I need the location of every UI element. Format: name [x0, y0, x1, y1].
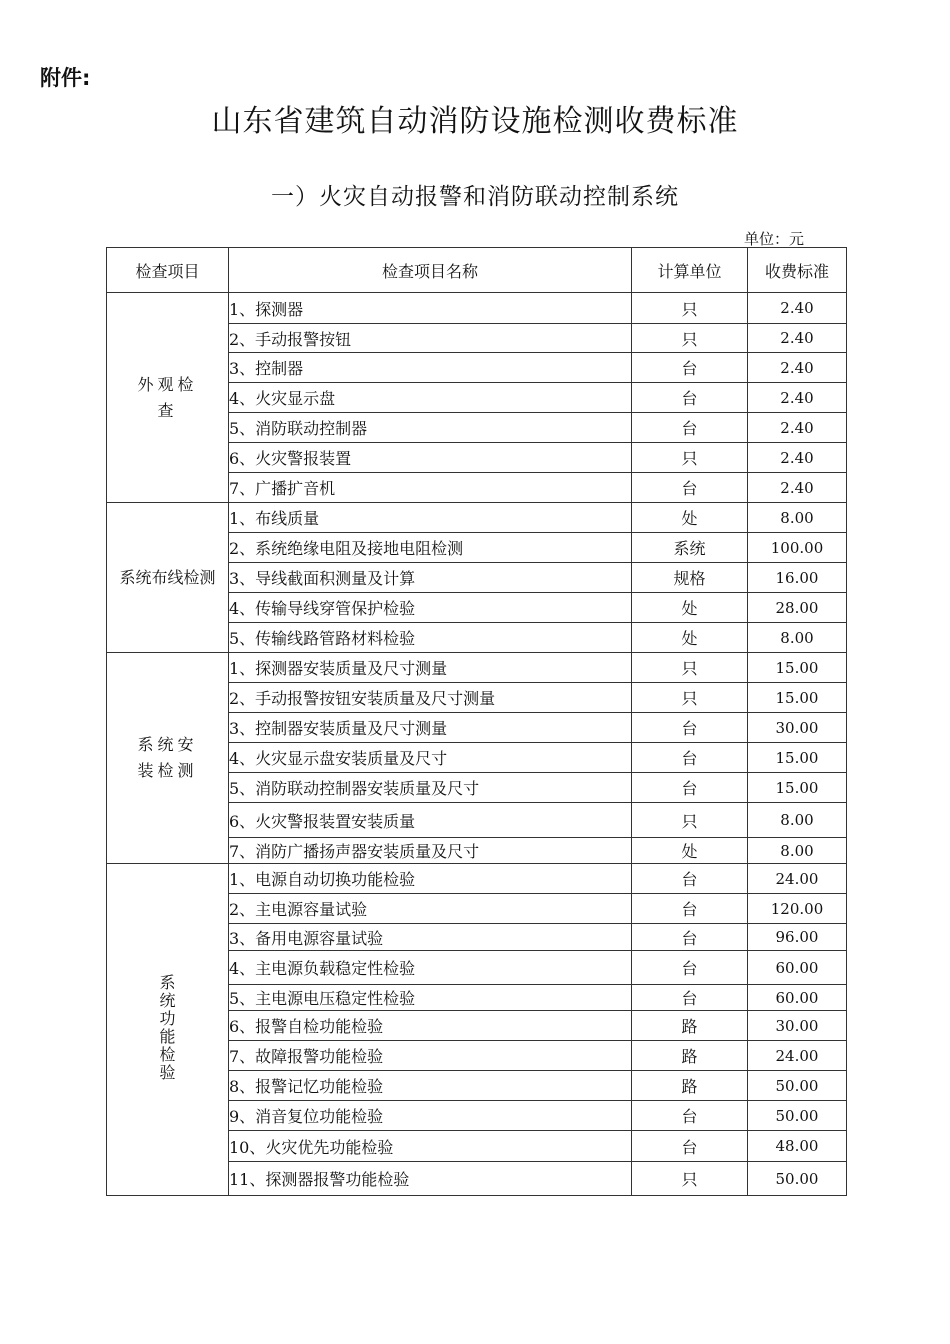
category-cell	[107, 293, 229, 503]
section-title: 一）火灾自动报警和消防联动控制系统	[271, 184, 679, 210]
fee-cell: 24.00	[748, 864, 847, 894]
item-name-cell: 7、故障报警功能检验	[229, 1041, 632, 1071]
fee-table	[106, 247, 847, 1196]
item-name-cell: 3、控制器	[229, 353, 632, 383]
unit-cell: 系统	[632, 533, 748, 563]
item-name-cell: 5、主电源电压稳定性检验	[229, 985, 632, 1011]
category-label: 系统功能检验	[159, 972, 176, 1082]
item-name-cell: 3、备用电源容量试验	[229, 924, 632, 951]
unit-cell: 台	[632, 951, 748, 985]
item-name-cell: 1、布线质量	[229, 503, 632, 533]
fee-cell: 8.00	[748, 503, 847, 533]
fee-cell: 16.00	[748, 563, 847, 593]
item-name-cell: 11、探测器报警功能检验	[229, 1162, 632, 1196]
column-header-unit: 计算单位	[632, 248, 748, 293]
item-name-cell: 2、手动报警按钮	[229, 324, 632, 353]
fee-cell: 15.00	[748, 743, 847, 773]
fee-cell: 2.40	[748, 443, 847, 473]
category-cell	[107, 864, 229, 1196]
unit-cell: 台	[632, 413, 748, 443]
item-name-cell: 9、消音复位功能检验	[229, 1101, 632, 1131]
item-name-cell: 1、探测器	[229, 293, 632, 324]
unit-note: 单位：元	[744, 230, 805, 248]
fee-cell: 28.00	[748, 593, 847, 623]
unit-cell: 只	[632, 293, 748, 324]
unit-cell: 只	[632, 324, 748, 353]
fee-table-body	[107, 293, 847, 1196]
item-name-cell: 6、火灾警报装置	[229, 443, 632, 473]
fee-cell: 2.40	[748, 324, 847, 353]
unit-cell: 台	[632, 473, 748, 503]
fee-cell: 48.00	[748, 1131, 847, 1162]
item-name-cell: 4、火灾显示盘安装质量及尺寸	[229, 743, 632, 773]
item-name-cell: 2、主电源容量试验	[229, 894, 632, 924]
category-label: 外观检查	[137, 374, 198, 420]
fee-cell: 30.00	[748, 1011, 847, 1041]
unit-cell: 路	[632, 1041, 748, 1071]
unit-cell: 只	[632, 443, 748, 473]
page-title: 山东省建筑自动消防设施检测收费标准	[211, 104, 739, 139]
unit-cell: 只	[632, 803, 748, 838]
item-name-cell: 7、广播扩音机	[229, 473, 632, 503]
unit-cell: 台	[632, 924, 748, 951]
table-row	[107, 293, 847, 324]
unit-cell: 台	[632, 713, 748, 743]
fee-cell: 120.00	[748, 894, 847, 924]
fee-cell: 60.00	[748, 985, 847, 1011]
fee-cell: 15.00	[748, 773, 847, 803]
fee-cell: 8.00	[748, 838, 847, 864]
unit-cell: 台	[632, 743, 748, 773]
item-name-cell: 10、火灾优先功能检验	[229, 1131, 632, 1162]
item-name-cell: 7、消防广播扬声器安装质量及尺寸	[229, 838, 632, 864]
item-name-cell: 5、消防联动控制器安装质量及尺寸	[229, 773, 632, 803]
fee-cell: 50.00	[748, 1071, 847, 1101]
unit-cell: 台	[632, 773, 748, 803]
unit-cell: 处	[632, 593, 748, 623]
unit-cell: 路	[632, 1011, 748, 1041]
fee-cell: 50.00	[748, 1162, 847, 1196]
fee-cell: 60.00	[748, 951, 847, 985]
item-name-cell: 3、导线截面积测量及计算	[229, 563, 632, 593]
unit-cell: 处	[632, 623, 748, 653]
item-name-cell: 4、主电源负载稳定性检验	[229, 951, 632, 985]
table-row	[107, 653, 847, 683]
unit-cell: 台	[632, 894, 748, 924]
item-name-cell: 3、控制器安装质量及尺寸测量	[229, 713, 632, 743]
table-row	[107, 864, 847, 894]
category-label: 系统安装检测	[137, 735, 198, 780]
item-name-cell: 8、报警记忆功能检验	[229, 1071, 632, 1101]
unit-cell: 处	[632, 503, 748, 533]
fee-cell: 50.00	[748, 1101, 847, 1131]
item-name-cell: 5、消防联动控制器	[229, 413, 632, 443]
fee-cell: 2.40	[748, 383, 847, 413]
item-name-cell: 6、报警自检功能检验	[229, 1011, 632, 1041]
column-header-fee: 收费标准	[748, 248, 847, 293]
fee-cell: 8.00	[748, 803, 847, 838]
column-header-item-name: 检查项目名称	[229, 248, 632, 293]
fee-cell: 2.40	[748, 353, 847, 383]
item-name-cell: 6、火灾警报装置安装质量	[229, 803, 632, 838]
item-name-cell: 2、手动报警按钮安装质量及尺寸测量	[229, 683, 632, 713]
fee-cell: 100.00	[748, 533, 847, 563]
fee-cell: 2.40	[748, 413, 847, 443]
unit-cell: 台	[632, 383, 748, 413]
column-header-category: 检查项目	[107, 248, 229, 293]
unit-cell: 只	[632, 653, 748, 683]
unit-cell: 台	[632, 1101, 748, 1131]
item-name-cell: 4、传输导线穿管保护检验	[229, 593, 632, 623]
table-row	[107, 503, 847, 533]
item-name-cell: 2、系统绝缘电阻及接地电阻检测	[229, 533, 632, 563]
unit-cell: 台	[632, 353, 748, 383]
fee-cell: 2.40	[748, 473, 847, 503]
unit-cell: 只	[632, 1162, 748, 1196]
unit-cell: 台	[632, 985, 748, 1011]
unit-cell: 规格	[632, 563, 748, 593]
category-cell	[107, 653, 229, 864]
fee-cell: 8.00	[748, 623, 847, 653]
category-cell	[107, 503, 229, 653]
table-header-row	[107, 248, 847, 293]
fee-cell: 15.00	[748, 683, 847, 713]
item-name-cell: 4、火灾显示盘	[229, 383, 632, 413]
fee-cell: 24.00	[748, 1041, 847, 1071]
unit-cell: 路	[632, 1071, 748, 1101]
fee-cell: 96.00	[748, 924, 847, 951]
item-name-cell: 5、传输线路管路材料检验	[229, 623, 632, 653]
fee-cell: 15.00	[748, 653, 847, 683]
attachment-label: 附件:	[40, 66, 91, 90]
unit-cell: 处	[632, 838, 748, 864]
unit-cell: 台	[632, 864, 748, 894]
item-name-cell: 1、电源自动切换功能检验	[229, 864, 632, 894]
unit-cell: 只	[632, 683, 748, 713]
category-label: 系统布线检测	[119, 567, 216, 587]
unit-cell: 台	[632, 1131, 748, 1162]
fee-cell: 2.40	[748, 293, 847, 324]
item-name-cell: 1、探测器安装质量及尺寸测量	[229, 653, 632, 683]
fee-cell: 30.00	[748, 713, 847, 743]
